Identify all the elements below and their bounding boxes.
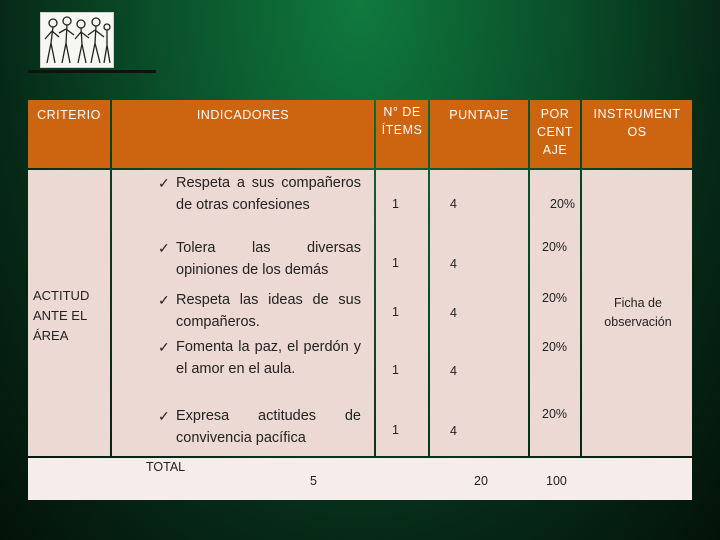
people-sketch-icon — [41, 13, 113, 67]
puntaje-cell — [430, 170, 528, 456]
instrument-value: Ficha de observación — [604, 296, 672, 329]
header-instrumentos — [582, 100, 692, 168]
indicator-3 — [158, 289, 361, 333]
logo-underline — [28, 70, 156, 73]
header-criterio — [28, 100, 110, 168]
porcentaje-value: 20% — [550, 197, 576, 211]
items-value: 1 — [392, 197, 399, 211]
check-icon: ✓ — [158, 175, 170, 191]
items-value: 1 — [392, 305, 399, 319]
puntaje-value: 4 — [450, 306, 457, 320]
puntaje-value: 4 — [450, 424, 457, 438]
logo-image — [40, 12, 114, 68]
check-icon: ✓ — [158, 292, 170, 308]
items-value: 1 — [392, 256, 399, 270]
indicator-text: Tolera las diversas opiniones de los demás — [176, 240, 361, 278]
header-indicadores — [112, 100, 374, 168]
check-icon: ✓ — [158, 408, 170, 424]
puntaje-value: 4 — [450, 197, 457, 211]
indicator-text: Respeta las ideas de sus compañeros. — [176, 292, 361, 330]
indicator-text: Expresa actitudes de convivencia pacífica — [176, 408, 361, 446]
puntaje-value: 4 — [450, 364, 457, 378]
items-cell — [376, 170, 428, 456]
porcentaje-value: 20% — [542, 240, 568, 254]
porcentaje-value: 20% — [542, 291, 568, 305]
check-icon: ✓ — [158, 240, 170, 256]
criterio-value: ACTITUD ANTE EL ÁREA — [33, 288, 90, 343]
header-items — [376, 100, 428, 168]
total-label: TOTAL — [146, 460, 186, 474]
header-items-label: N° DE ÍTEMS — [381, 105, 423, 137]
items-value: 1 — [392, 363, 399, 377]
header-porcentaje-label: POR CENT AJE — [536, 107, 574, 157]
header-criterio-label: CRITERIO — [37, 108, 101, 122]
indicator-1 — [158, 172, 361, 216]
indicator-5 — [158, 405, 361, 449]
header-indicadores-label: INDICADORES — [196, 108, 290, 122]
puntaje-value: 4 — [450, 257, 457, 271]
total-puntaje: 20 — [474, 474, 488, 488]
indicator-text: Respeta a sus compañeros de otras confesiones — [176, 175, 361, 213]
total-items: 5 — [310, 474, 317, 488]
indicator-text: Fomenta la paz, el perdón y el amor en el aula. — [176, 339, 361, 377]
indicator-4 — [158, 336, 361, 380]
header-puntaje — [430, 100, 528, 168]
porcentaje-value: 20% — [542, 407, 568, 421]
header-instrumentos-label: INSTRUMENT OS — [593, 107, 681, 139]
indicator-2 — [158, 237, 361, 281]
evaluation-table — [28, 100, 692, 500]
check-icon: ✓ — [158, 339, 170, 355]
porcentaje-value: 20% — [542, 340, 568, 354]
header-porcentaje — [530, 100, 580, 168]
items-value: 1 — [392, 423, 399, 437]
total-row — [28, 458, 692, 500]
total-porcentaje: 100 — [546, 474, 567, 488]
header-puntaje-label: PUNTAJE — [449, 108, 509, 122]
